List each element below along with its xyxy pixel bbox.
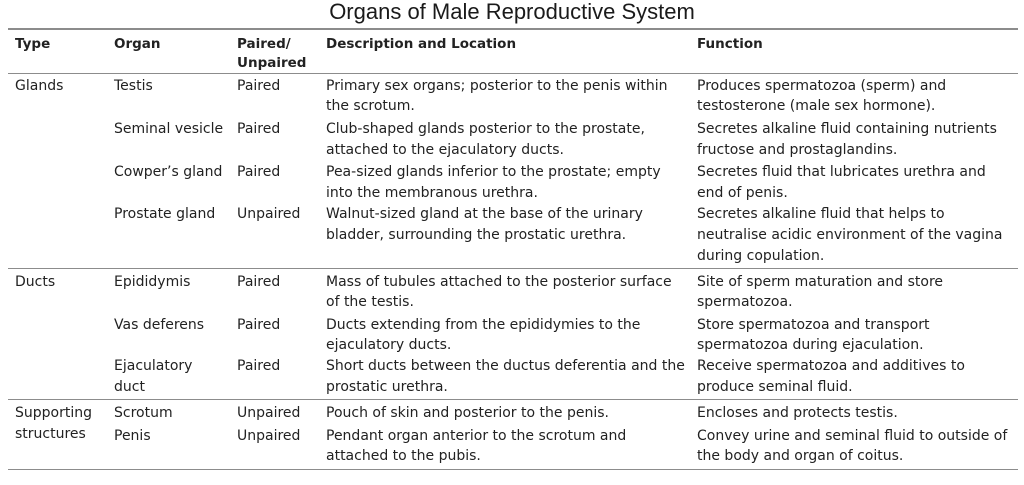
- description-cell: into the membranous urethra.: [326, 185, 538, 201]
- paired-cell: Unpaired: [237, 206, 301, 222]
- function-cell: spermatozoa.: [697, 294, 793, 310]
- organ-cell: Cowper’s gland: [114, 164, 223, 180]
- paired-cell: Unpaired: [237, 405, 301, 421]
- function-cell: the body and organ of coitus.: [697, 448, 904, 464]
- header-function: Function: [697, 36, 763, 52]
- description-cell: bladder, surrounding the prostatic urethra.: [326, 227, 627, 243]
- function-cell: produce seminal fluid.: [697, 379, 853, 395]
- function-cell: Encloses and protects testis.: [697, 405, 898, 421]
- paired-cell: Unpaired: [237, 428, 301, 444]
- organ-cell: Ejaculatory: [114, 358, 193, 374]
- description-cell: prostatic urethra.: [326, 379, 448, 395]
- group-divider: [8, 268, 1018, 269]
- paired-cell: Paired: [237, 121, 281, 137]
- table-bottom-rule: [8, 469, 1018, 470]
- organ-cell: duct: [114, 379, 145, 395]
- function-cell: testosterone (male sex hormone).: [697, 98, 936, 114]
- description-cell: Pendant organ anterior to the scrotum and: [326, 428, 627, 444]
- function-cell: end of penis.: [697, 185, 788, 201]
- group-type-label: Ducts: [15, 274, 56, 290]
- description-cell: Pea-sized glands inferior to the prostate; empty: [326, 164, 661, 180]
- paired-cell: Paired: [237, 358, 281, 374]
- header-type: Type: [15, 36, 51, 52]
- function-cell: during copulation.: [697, 248, 825, 264]
- description-cell: Club-shaped glands posterior to the prostate,: [326, 121, 645, 137]
- function-cell: Convey urine and seminal fluid to outside of: [697, 428, 1008, 444]
- function-cell: Secretes fluid that lubricates urethra and: [697, 164, 986, 180]
- description-cell: of the testis.: [326, 294, 414, 310]
- description-cell: attached to the pubis.: [326, 448, 481, 464]
- group-divider: [8, 399, 1018, 400]
- header-paired-line-2: Unpaired: [237, 55, 307, 71]
- header-organ: Organ: [114, 36, 161, 52]
- description-cell: Short ducts between the ductus deferentia and the: [326, 358, 685, 374]
- function-cell: fructose and prostaglandins.: [697, 142, 898, 158]
- function-cell: neutralise acidic environment of the vagina: [697, 227, 1003, 243]
- description-cell: Pouch of skin and posterior to the penis.: [326, 405, 609, 421]
- group-type-label: Glands: [15, 78, 64, 94]
- description-cell: Mass of tubules attached to the posterior surface: [326, 274, 672, 290]
- organ-cell: Testis: [114, 78, 153, 94]
- description-cell: Walnut-sized gland at the base of the urinary: [326, 206, 643, 222]
- header-paired-line-1: Paired/: [237, 36, 291, 52]
- paired-cell: Paired: [237, 274, 281, 290]
- table-title: Organs of Male Reproductive System: [329, 0, 695, 24]
- organ-cell: Prostate gland: [114, 206, 216, 222]
- function-cell: Site of sperm maturation and store: [697, 274, 944, 290]
- organ-cell: Epididymis: [114, 274, 191, 290]
- description-cell: the scrotum.: [326, 98, 415, 114]
- description-cell: Primary sex organs; posterior to the penis within: [326, 78, 668, 94]
- function-cell: Receive spermatozoa and additives to: [697, 358, 965, 374]
- group-type-label: Supporting: [15, 405, 92, 421]
- header-description: Description and Location: [326, 36, 517, 52]
- header-bottom-rule: [8, 73, 1018, 74]
- description-cell: Ducts extending from the epididymies to the: [326, 317, 641, 333]
- function-cell: spermatozoa during ejaculation.: [697, 337, 924, 353]
- function-cell: Store spermatozoa and transport: [697, 317, 930, 333]
- organ-cell: Scrotum: [114, 405, 173, 421]
- description-cell: ejaculatory ducts.: [326, 337, 452, 353]
- function-cell: Secretes alkaline fluid containing nutrients: [697, 121, 997, 137]
- paired-cell: Paired: [237, 78, 281, 94]
- group-type-label: structures: [15, 426, 86, 442]
- function-cell: Produces spermatozoa (sperm) and: [697, 78, 947, 94]
- organ-cell: Vas deferens: [114, 317, 205, 333]
- header-top-rule: [8, 28, 1018, 30]
- organ-cell: Seminal vesicle: [114, 121, 224, 137]
- paired-cell: Paired: [237, 317, 281, 333]
- description-cell: attached to the ejaculatory ducts.: [326, 142, 564, 158]
- function-cell: Secretes alkaline fluid that helps to: [697, 206, 945, 222]
- paired-cell: Paired: [237, 164, 281, 180]
- organ-cell: Penis: [114, 428, 151, 444]
